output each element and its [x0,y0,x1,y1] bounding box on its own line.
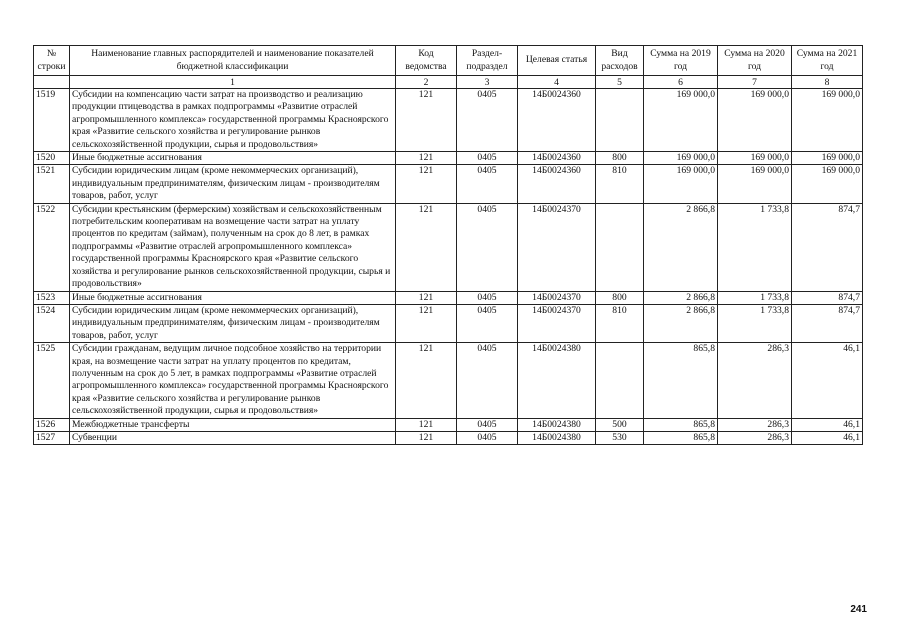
row-department-code: 121 [396,165,457,203]
row-section: 0405 [457,165,518,203]
row-expense-type: 530 [596,431,644,444]
row-sum-2019: 865,8 [644,431,718,444]
row-sum-2020: 169 000,0 [718,89,792,152]
column-number: 7 [718,76,792,89]
header-sum-2021: Сумма на 2021 год [792,46,863,76]
row-department-code: 121 [396,304,457,342]
row-number: 1524 [34,304,70,342]
row-section: 0405 [457,343,518,418]
row-sum-2021: 46,1 [792,343,863,418]
header-name: Наименование главных распорядителей и наименование показателей бюджетной классификации [70,46,396,76]
column-number: 4 [518,76,596,89]
row-department-code: 121 [396,418,457,431]
row-number: 1519 [34,89,70,152]
table-row [34,291,863,304]
row-number: 1525 [34,343,70,418]
row-name: Субсидии юридическим лицам (кроме некоммерческих организаций), индивидуальным предпринимателям, физическим лицам - производителям товаров, работ, услуг [70,165,396,203]
row-target-item: 14Б0024380 [518,343,596,418]
row-target-item: 14Б0024360 [518,152,596,165]
row-department-code: 121 [396,291,457,304]
column-number: 8 [792,76,863,89]
row-sum-2020: 286,3 [718,431,792,444]
column-number: 5 [596,76,644,89]
row-sum-2019: 865,8 [644,418,718,431]
table-row [34,418,863,431]
row-expense-type [596,89,644,152]
row-target-item: 14Б0024360 [518,165,596,203]
table-header-row [34,46,863,76]
row-name: Субсидии крестьянским (фермерским) хозяйствам и сельскохозяйственным потребительским кооперативам на возмещение части затрат на уплату процентов по кредитам (займам), полученным на срок до 8 лет, в рамках подпрограммы «Развитие отраслей агропромышленного комплекса» государственной программы Красноярского края «Развитие сельского хозяйства и регулирование рынков сельскохозяйственной продукции, сырья и продовольствия» [70,203,396,291]
row-sum-2021: 874,7 [792,291,863,304]
page-number: 241 [850,604,867,615]
row-department-code: 121 [396,203,457,291]
row-section: 0405 [457,431,518,444]
row-sum-2020: 1 733,8 [718,291,792,304]
row-sum-2021: 169 000,0 [792,152,863,165]
column-number: 6 [644,76,718,89]
row-name: Иные бюджетные ассигнования [70,152,396,165]
row-section: 0405 [457,152,518,165]
column-number: 3 [457,76,518,89]
column-number [34,76,70,89]
row-sum-2021: 169 000,0 [792,89,863,152]
row-target-item: 14Б0024360 [518,89,596,152]
row-sum-2021: 874,7 [792,304,863,342]
budget-table [33,45,863,445]
row-expense-type: 810 [596,165,644,203]
row-section: 0405 [457,418,518,431]
row-sum-2019: 169 000,0 [644,89,718,152]
header-row-number: № строки [34,46,70,76]
row-section: 0405 [457,291,518,304]
row-target-item: 14Б0024380 [518,418,596,431]
row-number: 1527 [34,431,70,444]
table-row [34,152,863,165]
row-sum-2021: 46,1 [792,418,863,431]
row-sum-2020: 1 733,8 [718,203,792,291]
row-sum-2020: 169 000,0 [718,152,792,165]
row-target-item: 14Б0024380 [518,431,596,444]
table-row [34,203,863,291]
row-section: 0405 [457,304,518,342]
row-name: Субсидии на компенсацию части затрат на производство и реализацию продукции птицеводства в рамках подпрограммы «Развитие отраслей агропромышленного комплекса» государственной программы Красноярского края «Развитие сельского хозяйства и регулирование рынков сельскохозяйственной продукции, сырья и продовольствия» [70,89,396,152]
header-section: Раздел-подраздел [457,46,518,76]
row-number: 1522 [34,203,70,291]
row-sum-2020: 1 733,8 [718,304,792,342]
row-sum-2019: 169 000,0 [644,152,718,165]
row-sum-2019: 2 866,8 [644,291,718,304]
row-expense-type [596,343,644,418]
row-target-item: 14Б0024370 [518,203,596,291]
row-department-code: 121 [396,431,457,444]
row-expense-type: 500 [596,418,644,431]
row-name: Субсидии юридическим лицам (кроме некоммерческих организаций), индивидуальным предпринимателям, физическим лицам - производителям товаров, работ, услуг [70,304,396,342]
row-name: Иные бюджетные ассигнования [70,291,396,304]
row-section: 0405 [457,89,518,152]
table-row [34,343,863,418]
row-sum-2019: 2 866,8 [644,304,718,342]
header-expense-type: Вид расходов [596,46,644,76]
row-name: Субсидии гражданам, ведущим личное подсобное хозяйство на территории края, на возмещение части затрат на уплату процентов по кредитам, полученным на срок до 5 лет, в рамках подпрограммы «Развитие отраслей агропромышленного комплекса» государственной программы Красноярского края «Развитие сельского хозяйства и регулирование рынков сельскохозяйственной продукции, сырья и продовольствия» [70,343,396,418]
row-section: 0405 [457,203,518,291]
row-target-item: 14Б0024370 [518,304,596,342]
row-sum-2019: 865,8 [644,343,718,418]
row-name: Межбюджетные трансферты [70,418,396,431]
row-sum-2021: 169 000,0 [792,165,863,203]
header-target-item: Целевая статья [518,46,596,76]
row-sum-2020: 286,3 [718,343,792,418]
table-row [34,431,863,444]
row-number: 1520 [34,152,70,165]
row-expense-type: 800 [596,152,644,165]
row-sum-2020: 286,3 [718,418,792,431]
column-number: 2 [396,76,457,89]
row-target-item: 14Б0024370 [518,291,596,304]
row-name: Субвенции [70,431,396,444]
row-expense-type: 800 [596,291,644,304]
table-row [34,89,863,152]
column-number-row [34,76,863,89]
table-row [34,304,863,342]
row-sum-2021: 874,7 [792,203,863,291]
row-sum-2019: 169 000,0 [644,165,718,203]
row-sum-2019: 2 866,8 [644,203,718,291]
row-sum-2021: 46,1 [792,431,863,444]
row-department-code: 121 [396,152,457,165]
column-number: 1 [70,76,396,89]
header-sum-2020: Сумма на 2020 год [718,46,792,76]
row-department-code: 121 [396,89,457,152]
row-number: 1526 [34,418,70,431]
row-expense-type: 810 [596,304,644,342]
header-department-code: Код ведомства [396,46,457,76]
row-department-code: 121 [396,343,457,418]
row-expense-type [596,203,644,291]
table-row [34,165,863,203]
header-sum-2019: Сумма на 2019 год [644,46,718,76]
row-number: 1523 [34,291,70,304]
row-sum-2020: 169 000,0 [718,165,792,203]
row-number: 1521 [34,165,70,203]
